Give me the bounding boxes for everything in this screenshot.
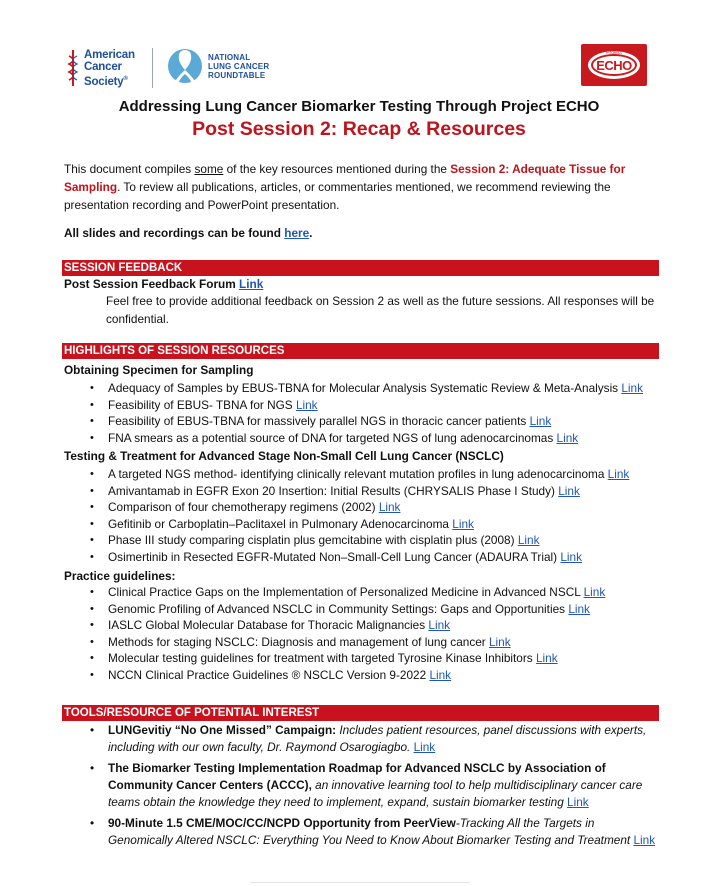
guidelines-list xyxy=(88,584,605,684)
resource-link[interactable]: Link xyxy=(413,740,436,754)
session-name: Session 2: Adequate Tissue for Sampling xyxy=(64,162,626,194)
list-item xyxy=(88,617,605,634)
section-bar-tools: TOOLS/RESOURCE OF POTENTIAL INTEREST xyxy=(62,705,659,721)
resource-link[interactable]: Link xyxy=(556,430,579,445)
item-text: NCCN Clinical Practice Guidelines ® NSCLC Version 9-2022 xyxy=(108,667,430,682)
resource-link[interactable]: Link xyxy=(535,651,558,666)
item-text: FNA smears as a potential source of DNA for targeted NGS of lung adenocarcinomas xyxy=(108,430,557,445)
list-item xyxy=(88,549,629,566)
list-item xyxy=(88,584,605,601)
nlcrt-logo-line: NATIONAL xyxy=(208,52,251,62)
item-text: Feasibility of EBUS-TBNA for massively parallel NGS in thoracic cancer patients xyxy=(108,414,530,429)
resource-link[interactable]: Link xyxy=(621,381,644,395)
item-text: Methods for staging NSCLC: Diagnosis and management of lung cancer xyxy=(108,634,489,649)
echo-project-label: Project xyxy=(606,50,622,56)
item-text: Feasibility of EBUS- TBNA for NGS xyxy=(108,397,296,412)
section-bar-highlights: HIGHLIGHTS OF SESSION RESOURCES xyxy=(62,343,659,359)
resource-link[interactable]: Link xyxy=(583,585,606,599)
list-item xyxy=(88,722,658,756)
list-item xyxy=(88,499,629,516)
resource-link[interactable]: Link xyxy=(429,667,452,682)
feedback-forum-link[interactable]: Link xyxy=(239,277,264,291)
document-title: Addressing Lung Cancer Biomarker Testing Through Project ECHO xyxy=(118,98,600,115)
item-text: Genomic Profiling of Advanced NSCLC in Community Settings: Gaps and Opportunities xyxy=(108,601,569,616)
list-item xyxy=(88,466,629,483)
resource-link[interactable]: Link xyxy=(558,483,580,498)
resource-link[interactable]: Link xyxy=(428,618,451,633)
item-text: Comparison of four chemotherapy regimens (2002) xyxy=(108,500,379,515)
tool-title: LUNGevitiy “No One Missed” Campaign: xyxy=(108,723,337,737)
resource-link[interactable]: Link xyxy=(489,634,511,649)
resource-link[interactable]: Link xyxy=(378,500,401,515)
tool-title: 90-Minute 1.5 CME/MOC/CC/NCPD Opportunity from PeerView xyxy=(108,816,456,830)
nlcrt-logo-line: ROUNDTABLE xyxy=(208,70,266,80)
item-text: Adequacy of Samples by EBUS-TBNA for Molecular Analysis Systematic Review & Meta-Analysis xyxy=(108,381,622,395)
item-text: Gefitinib or Carboplatin–Paclitaxel in Pulmonary Adenocarcinoma xyxy=(108,516,453,531)
list-item xyxy=(88,483,629,500)
intro-text: of the key resources mentioned during the xyxy=(223,162,451,176)
resource-link[interactable]: Link xyxy=(633,833,656,847)
list-item xyxy=(88,430,643,447)
tool-title: The Biomarker Testing Implementation Roadmap for Advanced NSCLC by Association of Community Cancer Centers (ACCC), xyxy=(108,761,606,792)
list-item xyxy=(88,667,605,684)
acs-logo-line: Cancer xyxy=(84,60,122,73)
echo-logo-text: ECHO xyxy=(596,57,632,73)
item-text: IASLC Global Molecular Database for Thoracic Malignancies xyxy=(108,618,429,633)
document-subtitle: Post Session 2: Recap & Resources xyxy=(192,118,526,140)
logo-divider xyxy=(152,48,153,88)
caduceus-icon xyxy=(66,48,80,88)
american-cancer-society-logo xyxy=(66,46,135,90)
list-item xyxy=(88,634,605,651)
resource-link[interactable]: Link xyxy=(568,601,590,616)
resource-link[interactable]: Link xyxy=(567,795,589,809)
slides-here-link[interactable]: here xyxy=(284,226,310,240)
tool-description: Includes patient resources, panel discussions with experts, including with our own faculty, Dr. Raymond Osarogiagbo. xyxy=(108,723,647,754)
resource-link[interactable]: Link xyxy=(517,533,540,548)
slides-note xyxy=(64,226,312,240)
specimen-list xyxy=(88,380,643,446)
list-item xyxy=(88,413,643,430)
intro-paragraph xyxy=(64,160,654,214)
intro-underlined-text: some xyxy=(194,162,224,176)
testing-heading: Testing & Treatment for Advanced Stage Non-Small Cell Lung Cancer (NSCLC) xyxy=(64,449,504,463)
resource-link[interactable]: Link xyxy=(607,467,630,481)
list-item xyxy=(88,601,605,618)
tool-description: -Tracking All the Targets in Genomically Altered NSCLC: Everything You Need to Know About Biomarker Testing and Treatment xyxy=(108,816,631,847)
footer-divider xyxy=(250,882,470,883)
nlcrt-logo-line: LUNG CANCER xyxy=(208,61,270,71)
item-text: Phase III study comparing cisplatin plus gemcitabine with cisplatin plus (2008) xyxy=(108,533,518,548)
section-bar-feedback: SESSION FEEDBACK xyxy=(62,260,659,276)
lung-ribbon-icon xyxy=(168,46,202,86)
acs-logo-line: American xyxy=(84,48,135,61)
list-item xyxy=(88,650,605,667)
slides-end: . xyxy=(309,226,313,240)
list-item xyxy=(88,760,658,811)
specimen-heading: Obtaining Specimen for Sampling xyxy=(64,363,254,377)
feedback-forum-heading xyxy=(64,277,263,291)
resource-link[interactable]: Link xyxy=(560,549,583,564)
list-item xyxy=(88,815,658,849)
list-item xyxy=(88,532,629,549)
testing-list xyxy=(88,466,629,566)
intro-text: This document compiles xyxy=(64,162,195,176)
registered-mark: ® xyxy=(123,75,128,82)
resource-link[interactable]: Link xyxy=(295,397,318,412)
project-echo-logo xyxy=(581,44,647,86)
list-item xyxy=(88,380,643,397)
acs-logo-line: Society xyxy=(84,75,124,88)
list-item xyxy=(88,397,643,414)
item-text: A targeted NGS method- identifying clinically relevant mutation profiles in lung adenocarcinoma xyxy=(108,467,608,481)
tools-list xyxy=(88,722,658,853)
feedback-forum-label: Post Session Feedback Forum xyxy=(64,277,240,291)
feedback-text: Feel free to provide additional feedback on Session 2 as well as the future sessions. All responses will be confidential. xyxy=(106,294,655,326)
nlcrt-logo xyxy=(168,46,269,86)
resource-link[interactable]: Link xyxy=(529,414,552,429)
item-text: Molecular testing guidelines for treatment with targeted Tyrosine Kinase Inhibitors xyxy=(108,651,536,666)
list-item xyxy=(88,516,629,533)
guidelines-heading: Practice guidelines: xyxy=(64,569,176,583)
item-text: Amivantamab in EGFR Exon 20 Insertion: Initial Results (CHRYSALIS Phase I Study) xyxy=(108,483,559,498)
item-text: Clinical Practice Gaps on the Implementation of Personalized Medicine in Advanced NSCL xyxy=(108,585,584,599)
item-text: Osimertinib in Resected EGFR-Mutated Non–Small-Cell Lung Cancer (ADAURA Trial) xyxy=(108,549,561,564)
intro-text: . To review all publications, articles, or commentaries mentioned, we recommend reviewing the presentation recording and PowerPoint presentation. xyxy=(64,180,611,212)
tool-description: an innovative learning tool to help multidisciplinary cancer care teams obtain the knowledge they need to implement, expand, sustain biomarker testing xyxy=(108,778,643,809)
slides-text: All slides and recordings can be found xyxy=(64,226,285,240)
resource-link[interactable]: Link xyxy=(452,516,474,531)
